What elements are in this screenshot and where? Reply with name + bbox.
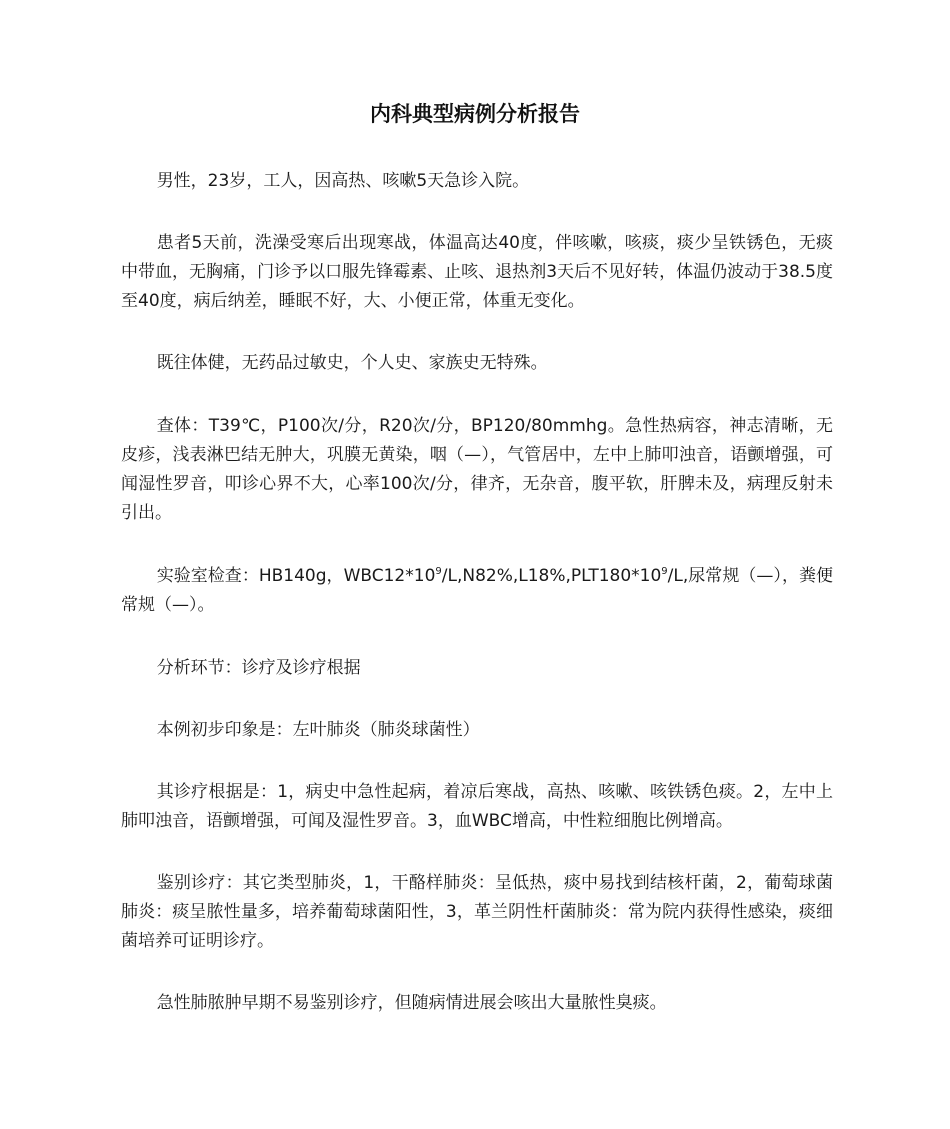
lab-superscript-1: 9 <box>435 566 442 577</box>
lab-text-part1: 实验室检查：HB140g，WBC12*10 <box>156 566 436 586</box>
lab-superscript-2: 9 <box>661 566 668 577</box>
document-title: 内科典型病例分析报告 <box>370 102 580 126</box>
lab-text-part3: /L,尿常规（—），粪便常规（—）。 <box>121 566 833 615</box>
paragraph-patient-summary: 男性，23岁，工人，因高热、咳嗽5天急诊入院。 <box>156 171 530 191</box>
paragraph-present-illness: 患者5天前，洗澡受寒后出现寒战，体温高达40度，伴咳嗽，咳痰，痰少呈铁锈色，无痰中带血，无胸痛，门诊予以口服先锋霉素、止咳、退热剂3天后不见好转，体温仍波动于38.5度至40度，病后纳差，睡眠不好，大、小便正常，体重无变化。 <box>121 233 833 311</box>
paragraph-lab-tests <box>121 562 833 620</box>
paragraph-lung-abscess-note: 急性肺脓肿早期不易鉴别诊疗，但随病情进展会咳出大量脓性臭痰。 <box>156 993 667 1013</box>
paragraph-physical-exam: 查体：T39℃，P100次/分，R20次/分，BP120/80mmhg。急性热病容，神志清晰，无皮疹，浅表淋巴结无肿大，巩膜无黄染，咽（—），气管居中，左中上肺叩浊音，语颤增强，可闻湿性罗音，叩诊心界不大，心率100次/分，律齐，无杂音，腹平软，肝脾未及，病理反射未引出。 <box>121 416 833 523</box>
paragraph-initial-impression: 本例初步印象是：左叶肺炎（肺炎球菌性） <box>156 720 480 740</box>
lab-text-part2: /L,N82%,L18%,PLT180*10 <box>441 566 662 586</box>
paragraph-differential-diagnosis: 鉴别诊疗：其它类型肺炎，1，干酪样肺炎：呈低热，痰中易找到结核杆菌，2，葡萄球菌肺炎：痰呈脓性量多，培养葡萄球菌阳性，3，革兰阴性杆菌肺炎：常为院内获得性感染，痰细菌培养可证明诊疗。 <box>121 873 833 951</box>
paragraph-past-history: 既往体健，无药品过敏史，个人史、家族史无特殊。 <box>156 353 548 373</box>
paragraph-analysis-section: 分析环节：诊疗及诊疗根据 <box>156 658 361 678</box>
paragraph-diagnosis-basis: 其诊疗根据是：1，病史中急性起病，着凉后寒战，高热、咳嗽、咳铁锈色痰。2，左中上肺叩浊音，语颤增强，可闻及湿性罗音。3，血WBC增高，中性粒细胞比例增高。 <box>121 782 833 831</box>
document-body <box>121 167 833 1050</box>
